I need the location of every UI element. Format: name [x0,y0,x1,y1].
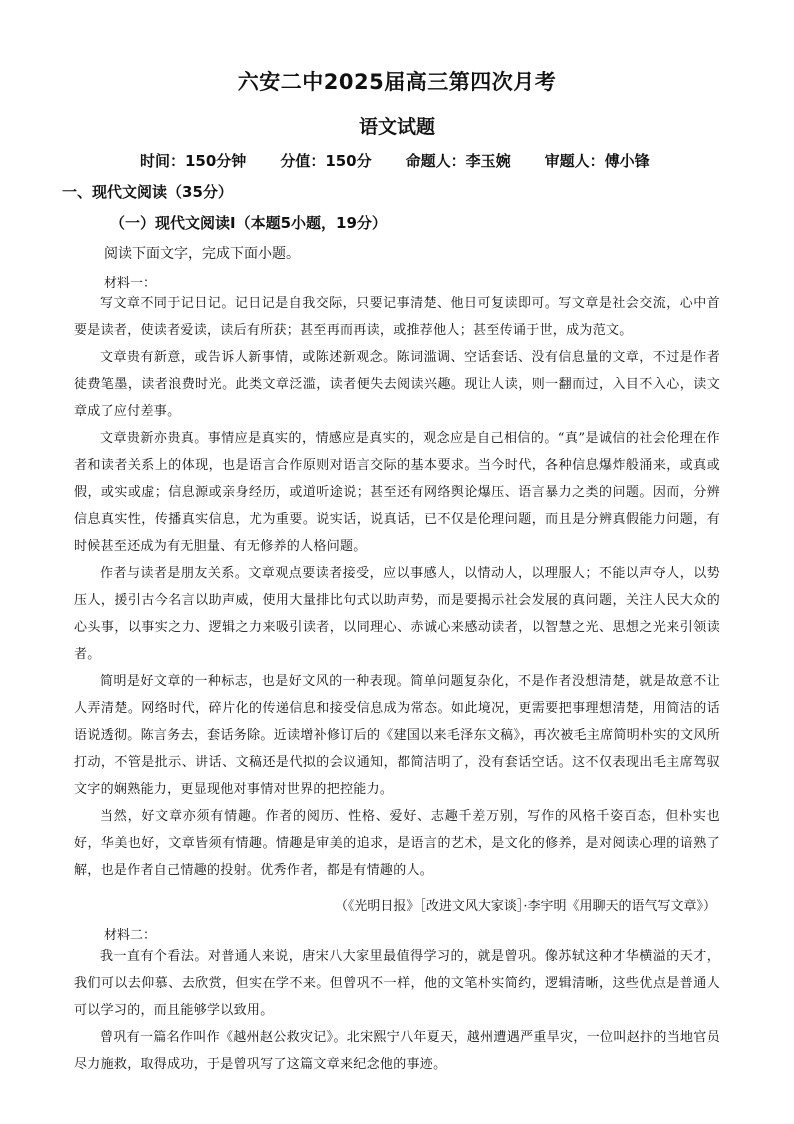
exam-reviewer: 审题人：傅小锋 [544,152,650,170]
exam-score: 分值：150分 [280,152,372,170]
material1-paragraph: 作者与读者是朋友关系。文章观点要读者接受，应以事感人，以情动人，以理服人；不能以声夺人，以势压人，援引古今名言以助声威，使用大量排比句式以助声势，而是要揭示社会发展的真问题，关注人民大众的心头事，以事实之力、逻辑之力来吸引读者，以同理心、赤诚心来感动读者，以智慧之光、思想之光来引领读者。 [74,566,720,662]
exam-subject: 语文试题 [358,116,435,138]
section-heading: 一、现代文阅读（35分） [62,183,233,201]
material2-paragraph: 曾巩有一篇名作叫作《越州赵公救灾记》。北宋熙宁八年夏天，越州遭遇严重旱灾，一位叫赵抃的当地官员尽力施救，取得成功，于是曾巩写了这篇文章来纪念他的事迹。 [74,1030,720,1072]
material2-paragraph: 我一直有个看法。对普通人来说，唐宋八大家里最值得学习的，就是曾巩。像苏轼这种才华横溢的天才，我们可以去仰慕、去欣赏，但实在学不来。但曾巩不一样，他的文笔朴实简约，逻辑清晰，这些优点是普通人可以学习的，而且能够学以致用。 [74,949,720,1018]
exam-time: 时间：150分钟 [140,152,247,170]
material1-paragraph: 写文章不同于记日记。记日记是自我交际，只要记事清楚、他日可复读即可。写文章是社会交流，心中首要是读者，使读者爱读，读后有所获；甚至再而再读，或推荐他人；甚至传诵于世，成为范文。 [74,296,720,338]
exam-author: 命题人：李玉婉 [405,152,511,170]
material1-paragraph: 文章贵有新意，或告诉人新事情，或陈述新观念。陈词滥调、空话套话、没有信息量的文章，不过是作者徒费笔墨，读者浪费时光。此类文章泛滥，读者便失去阅读兴趣。现让人读，则一翻而过，入目不入心，读文章成了应付差事。 [74,350,720,419]
exam-title: 六安二中2025届高三第四次月考 [237,70,557,94]
material2-label: 材料二： [104,928,157,943]
material1-paragraph: 文章贵新亦贵真。事情应是真实的，情感应是真实的，观念应是自己相信的。“真”是诚信的社会伦理在作者和读者关系上的体现，也是语言合作原则对语言交际的基本要求。当今时代，各种信息爆炸般涌来，或真或假，或实或虚；信息源或亲身经历，或道听途说；甚至还有网络舆论爆压、语言暴力之类的问题。因而，分辨信息真实性，传播真实信息，尤为重要。说实话，说真话，已不仅是伦理问题，而且是分辨真假能力问题，有时候甚至还成为有无胆量、有无修养的人格问题。 [74,431,720,554]
reading-instruction: 阅读下面文字，完成下面小题。 [104,246,300,262]
material1-source: （《光明日报》［改进文风大家谈］·李宇明《用聊天的语气写文章》） [334,899,716,914]
subsection-heading: （一）现代文阅读Ⅰ（本题5小题，19分） [110,214,387,232]
material1-paragraph: 当然，好文章亦须有情趣。作者的阅历、性格、爱好、志趣千差万别，写作的风格千姿百态，但朴实也好，华美也好，文章皆须有情趣。情趣是审美的追求，是语言的艺术，是文化的修养，是对阅读心理的谙熟了解，也是作者自己情趣的投射。优秀作者，都是有情趣的人。 [74,809,720,878]
material1-paragraph: 简明是好文章的一种标志，也是好文风的一种表现。简单问题复杂化，不是作者没想清楚，就是故意不让人弄清楚。网络时代，碎片化的传递信息和接受信息成为常态。如此境况，更需要把事理想清楚，用简洁的话语说透彻。陈言务去，套话务除。近读增补修订后的《建国以来毛泽东文稿》，再次被毛主席简明朴实的文风所打动，不管是批示、讲话、文稿还是代拟的会议通知，都简洁明了，没有套话空话。这不仅表现出毛主席驾驭文字的娴熟能力，更显现他对事情对世界的把控能力。 [74,674,720,797]
exam-meta [140,150,700,171]
material1-label: 材料一： [104,276,157,291]
